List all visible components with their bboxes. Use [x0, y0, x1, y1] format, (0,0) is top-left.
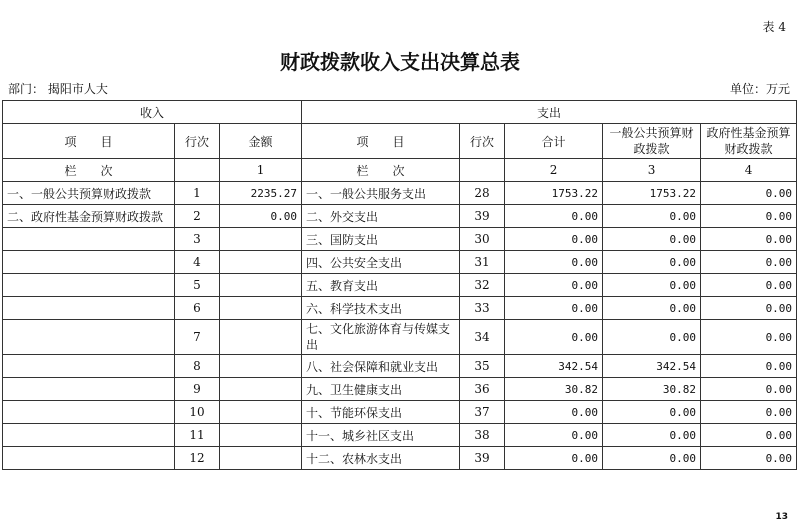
total-cell: 0.00 [505, 424, 603, 447]
empty-cell [175, 159, 220, 182]
expense-item-cell: 一、一般公共服务支出 [302, 182, 460, 205]
income-line-cell: 4 [175, 251, 220, 274]
gov-fund-cell: 0.00 [701, 355, 797, 378]
expense-item-cell: 十、节能环保支出 [302, 401, 460, 424]
gov-fund-cell: 0.00 [701, 320, 797, 355]
income-line-cell: 3 [175, 228, 220, 251]
income-line-cell: 5 [175, 274, 220, 297]
total-cell: 0.00 [505, 228, 603, 251]
column-number-3: 3 [603, 159, 701, 182]
budget-table [2, 100, 797, 470]
expense-line-cell: 33 [460, 297, 505, 320]
income-line-cell: 8 [175, 355, 220, 378]
expense-item-header: 项 目 [302, 124, 460, 159]
total-cell: 342.54 [505, 355, 603, 378]
expense-item-cell: 五、教育支出 [302, 274, 460, 297]
income-amount-cell: 0.00 [220, 205, 302, 228]
table-row [3, 424, 797, 447]
expense-item-cell: 十二、农林水支出 [302, 447, 460, 470]
expense-line-cell: 35 [460, 355, 505, 378]
total-cell: 0.00 [505, 274, 603, 297]
expense-line-cell: 32 [460, 274, 505, 297]
department-label: 部门： 揭阳市人大 [8, 82, 108, 96]
general-budget-cell: 0.00 [603, 228, 701, 251]
page-number: 13 [775, 512, 788, 522]
income-amount-cell [220, 251, 302, 274]
expense-line-cell: 30 [460, 228, 505, 251]
expense-item-cell: 二、外交支出 [302, 205, 460, 228]
expense-line-cell: 36 [460, 378, 505, 401]
table-row [3, 378, 797, 401]
expense-line-cell: 34 [460, 320, 505, 355]
expense-item-cell: 八、社会保障和就业支出 [302, 355, 460, 378]
income-item-cell [3, 320, 175, 355]
column-row-label-2: 栏 次 [302, 159, 460, 182]
income-line-cell: 6 [175, 297, 220, 320]
table-row [3, 251, 797, 274]
expense-line-cell: 39 [460, 205, 505, 228]
gov-fund-cell: 0.00 [701, 228, 797, 251]
total-cell: 0.00 [505, 447, 603, 470]
income-amount-cell [220, 424, 302, 447]
general-budget-cell: 0.00 [603, 274, 701, 297]
income-line-header: 行次 [175, 124, 220, 159]
expense-line-cell: 37 [460, 401, 505, 424]
total-cell: 0.00 [505, 205, 603, 228]
expense-item-cell: 十一、城乡社区支出 [302, 424, 460, 447]
general-budget-cell: 30.82 [603, 378, 701, 401]
income-item-cell [3, 401, 175, 424]
total-cell: 1753.22 [505, 182, 603, 205]
income-line-cell: 9 [175, 378, 220, 401]
gov-fund-cell: 0.00 [701, 251, 797, 274]
income-item-cell [3, 251, 175, 274]
unit-label: 单位：万元 [729, 82, 790, 96]
gov-fund-cell: 0.00 [701, 424, 797, 447]
expense-line-cell: 38 [460, 424, 505, 447]
page-title: 财政拨款收入支出决算总表 [280, 50, 520, 74]
general-budget-header: 一般公共预算财政拨款 [603, 124, 701, 159]
income-amount-cell [220, 447, 302, 470]
income-amount-cell [220, 297, 302, 320]
income-amount-cell: 2235.27 [220, 182, 302, 205]
gov-fund-cell: 0.00 [701, 205, 797, 228]
income-item-cell [3, 297, 175, 320]
gov-fund-cell: 0.00 [701, 274, 797, 297]
income-line-cell: 10 [175, 401, 220, 424]
general-budget-cell: 0.00 [603, 401, 701, 424]
income-amount-cell [220, 355, 302, 378]
income-line-cell: 7 [175, 320, 220, 355]
header-row-sections [3, 101, 797, 124]
table-row [3, 297, 797, 320]
income-amount-header: 金额 [220, 124, 302, 159]
table-row [3, 320, 797, 355]
expense-line-header: 行次 [460, 124, 505, 159]
income-item-cell [3, 274, 175, 297]
general-budget-cell: 1753.22 [603, 182, 701, 205]
total-cell: 0.00 [505, 320, 603, 355]
general-budget-cell: 0.00 [603, 251, 701, 274]
header-row-columns [3, 124, 797, 159]
table-row [3, 274, 797, 297]
table-number: 表 4 [762, 20, 786, 34]
expense-item-cell: 九、卫生健康支出 [302, 378, 460, 401]
income-item-cell [3, 378, 175, 401]
gov-fund-cell: 0.00 [701, 447, 797, 470]
gov-fund-cell: 0.00 [701, 378, 797, 401]
income-item-cell [3, 447, 175, 470]
table-row [3, 182, 797, 205]
income-amount-cell [220, 274, 302, 297]
general-budget-cell: 0.00 [603, 447, 701, 470]
income-line-cell: 2 [175, 205, 220, 228]
income-line-cell: 11 [175, 424, 220, 447]
income-item-cell: 二、政府性基金预算财政拨款 [3, 205, 175, 228]
header-row-column-numbers [3, 159, 797, 182]
income-line-cell: 1 [175, 182, 220, 205]
income-amount-cell [220, 378, 302, 401]
table-row [3, 447, 797, 470]
column-number-4: 4 [701, 159, 797, 182]
total-cell: 30.82 [505, 378, 603, 401]
general-budget-cell: 0.00 [603, 320, 701, 355]
gov-fund-header: 政府性基金预算财政拨款 [701, 124, 797, 159]
gov-fund-cell: 0.00 [701, 297, 797, 320]
table-row [3, 228, 797, 251]
expense-item-cell: 六、科学技术支出 [302, 297, 460, 320]
income-item-cell [3, 228, 175, 251]
total-cell: 0.00 [505, 297, 603, 320]
income-amount-cell [220, 401, 302, 424]
empty-cell [460, 159, 505, 182]
column-number-1: 1 [220, 159, 302, 182]
table-row [3, 355, 797, 378]
expense-line-cell: 31 [460, 251, 505, 274]
gov-fund-cell: 0.00 [701, 182, 797, 205]
income-item-cell [3, 424, 175, 447]
income-line-cell: 12 [175, 447, 220, 470]
income-amount-cell [220, 320, 302, 355]
gov-fund-cell: 0.00 [701, 401, 797, 424]
total-cell: 0.00 [505, 251, 603, 274]
expense-section-header: 支出 [302, 101, 797, 124]
expense-item-cell: 三、国防支出 [302, 228, 460, 251]
expense-item-cell: 七、文化旅游体育与传媒支出 [302, 320, 460, 355]
general-budget-cell: 0.00 [603, 297, 701, 320]
general-budget-cell: 342.54 [603, 355, 701, 378]
general-budget-cell: 0.00 [603, 205, 701, 228]
income-item-cell [3, 355, 175, 378]
column-number-2: 2 [505, 159, 603, 182]
table-row [3, 205, 797, 228]
income-section-header: 收入 [3, 101, 302, 124]
expense-line-cell: 39 [460, 447, 505, 470]
income-item-cell: 一、一般公共预算财政拨款 [3, 182, 175, 205]
income-amount-cell [220, 228, 302, 251]
income-item-header: 项 目 [3, 124, 175, 159]
total-header: 合计 [505, 124, 603, 159]
general-budget-cell: 0.00 [603, 424, 701, 447]
expense-item-cell: 四、公共安全支出 [302, 251, 460, 274]
expense-line-cell: 28 [460, 182, 505, 205]
column-row-label: 栏 次 [3, 159, 175, 182]
total-cell: 0.00 [505, 401, 603, 424]
table-row [3, 401, 797, 424]
